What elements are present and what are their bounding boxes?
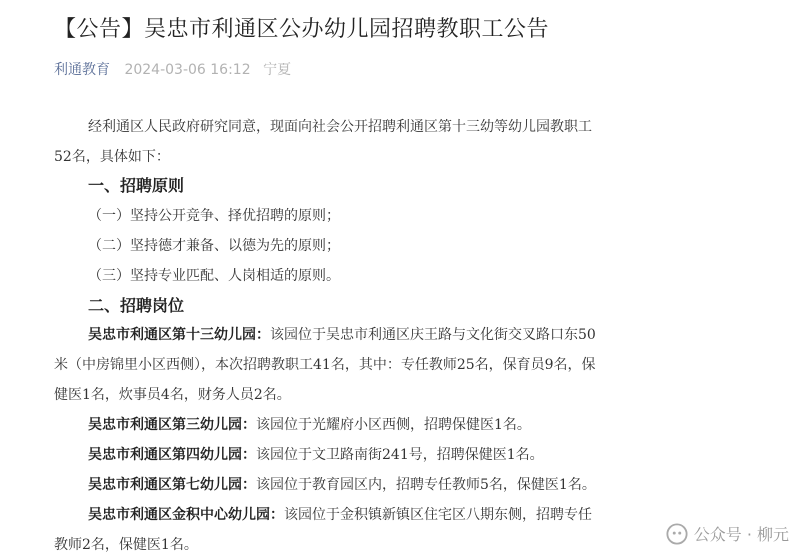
intro-line-1: 经利通区人民政府研究同意，现面向社会公开招聘利通区第十三幼等幼儿园教职工 (88, 119, 592, 135)
article-title: 【公告】吴忠市利通区公办幼儿园招聘教职工公告 (54, 17, 550, 42)
kindergarten-13-line-3: 健医1名，炊事员4名，财务人员2名。 (54, 387, 291, 403)
kindergarten-jinji-name: 吴忠市利通区金积中心幼儿园： (88, 507, 284, 523)
kindergarten-jinji-line-1 (88, 504, 592, 524)
section-heading-positions: 二、招聘岗位 (88, 296, 185, 315)
principle-item-1: （一）坚持公开竞争、择优招聘的原则； (88, 208, 340, 224)
kindergarten-4-name: 吴忠市利通区第四幼儿园： (88, 447, 256, 463)
principle-item-2: （二）坚持德才兼备、以德为先的原则； (88, 238, 340, 254)
kindergarten-jinji-line-2: 教师2名，保健医1名。 (54, 537, 198, 553)
kindergarten-13-line-2: 米（中房锦里小区西侧），本次招聘教职工41名，其中：专任教师25名，保育员9名，保 (54, 357, 596, 373)
kindergarten-3-name: 吴忠市利通区第三幼儿园： (88, 417, 256, 433)
intro-line-2: 52名，具体如下： (54, 149, 170, 165)
wechat-official-account-icon (666, 523, 688, 545)
kindergarten-7-text: 该园位于教育园区内，招聘专任教师5名，保健医1名。 (256, 477, 596, 493)
kindergarten-13-text-1: 该园位于吴忠市利通区庆王路与文化街交叉路口东50 (270, 327, 596, 343)
principle-item-3: （三）坚持专业匹配、人岗相适的原则。 (88, 268, 340, 284)
kindergarten-jinji-text-1: 该园位于金积镇新镇区住宅区八期东侧，招聘专任 (284, 507, 592, 523)
article-meta (54, 59, 299, 79)
kindergarten-3-line (88, 414, 531, 434)
kindergarten-13-name: 吴忠市利通区第十三幼儿园： (88, 327, 270, 343)
kindergarten-7-line (88, 474, 596, 494)
publish-time: 2024-03-06 16:12 (124, 62, 251, 78)
kindergarten-7-name: 吴忠市利通区第七幼儿园： (88, 477, 256, 493)
publish-location: 宁夏 (263, 62, 292, 78)
kindergarten-3-text: 该园位于光耀府小区西侧，招聘保健医1名。 (256, 417, 531, 433)
kindergarten-13-line-1 (88, 324, 596, 344)
watermark-text: 公众号 · 柳元 (693, 525, 789, 544)
section-heading-principles: 一、招聘原则 (88, 176, 185, 195)
kindergarten-4-line (88, 444, 544, 464)
kindergarten-4-text: 该园位于文卫路南街241号，招聘保健医1名。 (256, 447, 544, 463)
watermark (666, 522, 789, 545)
account-name-link[interactable]: 利通教育 (54, 62, 110, 78)
